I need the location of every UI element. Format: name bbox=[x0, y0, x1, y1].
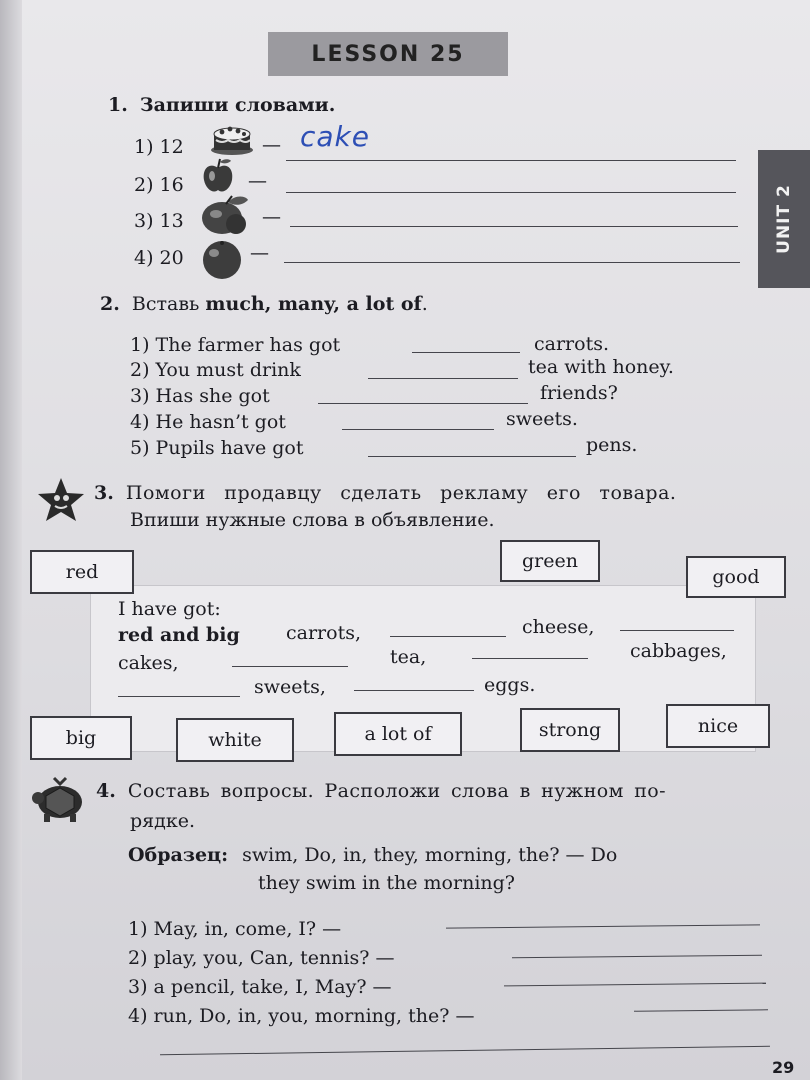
ex2-item-3-after: friends? bbox=[540, 382, 618, 404]
ex1-item-3-answer-line[interactable] bbox=[290, 226, 738, 227]
ex4-item-2: 2) play, you, Can, tennis? — bbox=[128, 947, 395, 969]
ex3-heading-line1 bbox=[94, 482, 676, 504]
ex1-item-2-dash: — bbox=[248, 170, 267, 192]
ex4-sample-line1 bbox=[128, 844, 617, 866]
word-card-a-lot-of[interactable]: a lot of bbox=[334, 712, 462, 756]
word-card-good[interactable]: good bbox=[686, 556, 786, 598]
ex1-item-4-label: 4) 20 bbox=[134, 247, 184, 269]
ad-blank-4[interactable] bbox=[472, 658, 588, 659]
ex1-item-1-answer: cake bbox=[300, 120, 370, 153]
ad-blank-1[interactable] bbox=[390, 636, 506, 637]
ex4-sample-text2: they swim in the morning? bbox=[258, 872, 515, 894]
unit-tab bbox=[758, 150, 810, 288]
ad-sample-words: red and big bbox=[118, 624, 240, 646]
ex4-item-4-answer-line[interactable] bbox=[634, 1009, 768, 1011]
ex3-instruction-line2: Впиши нужные слова в объявление. bbox=[130, 509, 495, 531]
ad-carrots: carrots, bbox=[286, 622, 361, 644]
ex4-item-1-answer-line[interactable] bbox=[446, 924, 760, 928]
ex3-instruction-line1: Помоги продавцу сделать рекламу его товара. bbox=[125, 482, 677, 504]
ad-blank-3[interactable] bbox=[232, 666, 348, 667]
ad-eggs: eggs. bbox=[484, 674, 536, 696]
ex2-item-5-before: 5) Pupils have got bbox=[130, 437, 304, 459]
ex1-item-1-answer-line[interactable] bbox=[286, 160, 736, 161]
star-icon bbox=[36, 476, 86, 522]
ad-sweets: sweets, bbox=[254, 676, 326, 698]
ex2-item-2-blank[interactable] bbox=[368, 378, 518, 379]
ex2-item-5-blank[interactable] bbox=[368, 456, 576, 457]
ex1-item-1-label: 1) 12 bbox=[134, 136, 184, 158]
word-card-nice[interactable]: nice bbox=[666, 704, 770, 748]
ex2-number: 2. bbox=[100, 293, 120, 315]
word-card-white[interactable]: white bbox=[176, 718, 294, 762]
ex2-item-1-blank[interactable] bbox=[412, 352, 520, 353]
ex2-item-3-blank[interactable] bbox=[318, 403, 528, 404]
ex1-item-4-answer-line[interactable] bbox=[284, 262, 740, 263]
word-card-green[interactable]: green bbox=[500, 540, 600, 582]
ex3-number: 3. bbox=[94, 482, 114, 504]
ex2-instruction-words: much, many, a lot of bbox=[205, 293, 422, 315]
apple-icon bbox=[200, 156, 236, 196]
ex1-instruction: Запиши словами. bbox=[139, 94, 336, 116]
ex4-instruction-line2: рядке. bbox=[130, 810, 196, 832]
page-binding bbox=[0, 0, 22, 1080]
ad-tea: tea, bbox=[390, 646, 427, 668]
ad-cabbages: cabbages, bbox=[630, 640, 727, 662]
ex2-item-3-before: 3) Has she got bbox=[130, 385, 270, 407]
ex1-item-3-label: 3) 13 bbox=[134, 210, 184, 232]
ex2-item-5-after: pens. bbox=[586, 434, 638, 456]
lesson-title: LESSON 25 bbox=[268, 32, 508, 76]
ex4-item-1: 1) May, in, come, I? — bbox=[128, 918, 342, 940]
ad-blank-5[interactable] bbox=[118, 696, 240, 697]
ex1-item-2-answer-line[interactable] bbox=[286, 192, 736, 193]
ex2-instruction-prefix: Вставь bbox=[131, 293, 200, 315]
ex2-item-1-after: carrots. bbox=[534, 333, 609, 355]
ex1-heading bbox=[108, 94, 335, 116]
ex2-item-2-before: 2) You must drink bbox=[130, 359, 301, 381]
word-card-strong[interactable]: strong bbox=[520, 708, 620, 752]
ex1-number: 1. bbox=[108, 94, 128, 116]
ex4-item-3: 3) a pencil, take, I, May? — bbox=[128, 976, 392, 998]
ex4-item-4-answer-line-2[interactable] bbox=[160, 1046, 770, 1056]
ex4-item-2-answer-line[interactable] bbox=[512, 955, 762, 959]
ex2-item-4-after: sweets. bbox=[506, 408, 578, 430]
ex4-instruction-line1: Составь вопросы. Расположи слова в нужном по- bbox=[127, 780, 666, 802]
ad-line-title: I have got: bbox=[118, 598, 221, 620]
ex2-heading bbox=[100, 293, 428, 315]
orange-icon bbox=[200, 238, 244, 280]
turtle-icon bbox=[30, 772, 90, 824]
page-number: 29 bbox=[772, 1058, 795, 1077]
ad-cheese: cheese, bbox=[522, 616, 595, 638]
ex2-item-1-before: 1) The farmer has got bbox=[130, 334, 341, 356]
unit-tab-label: UNIT 2 bbox=[774, 184, 794, 254]
ad-blank-2[interactable] bbox=[620, 630, 734, 631]
ex1-item-2-label: 2) 16 bbox=[134, 174, 184, 196]
ex4-heading-line1 bbox=[96, 780, 666, 802]
ex4-number: 4. bbox=[96, 780, 116, 802]
word-card-red[interactable]: red bbox=[30, 550, 134, 594]
ex1-item-4-dash: — bbox=[250, 242, 269, 264]
ex1-item-3-dash: — bbox=[262, 206, 281, 228]
ad-blank-6[interactable] bbox=[354, 690, 474, 691]
ex4-item-3-answer-line[interactable] bbox=[504, 983, 766, 987]
ex4-sample-text1: swim, Do, in, they, morning, the? — Do bbox=[242, 844, 618, 866]
ex1-item-1-dash: — bbox=[262, 134, 281, 156]
ex2-item-2-after: tea with honey. bbox=[528, 356, 674, 378]
cake-icon bbox=[208, 120, 256, 156]
ex2-item-4-blank[interactable] bbox=[342, 429, 494, 430]
word-card-big[interactable]: big bbox=[30, 716, 132, 760]
fruit-icon bbox=[198, 192, 250, 238]
ex4-item-4: 4) run, Do, in, you, morning, the? — bbox=[128, 1005, 475, 1027]
ex2-instruction-end: . bbox=[421, 293, 428, 315]
ad-cakes: cakes, bbox=[118, 652, 179, 674]
ex2-item-4-before: 4) He hasn’t got bbox=[130, 411, 286, 433]
ex4-sample-label: Образец: bbox=[128, 844, 229, 866]
